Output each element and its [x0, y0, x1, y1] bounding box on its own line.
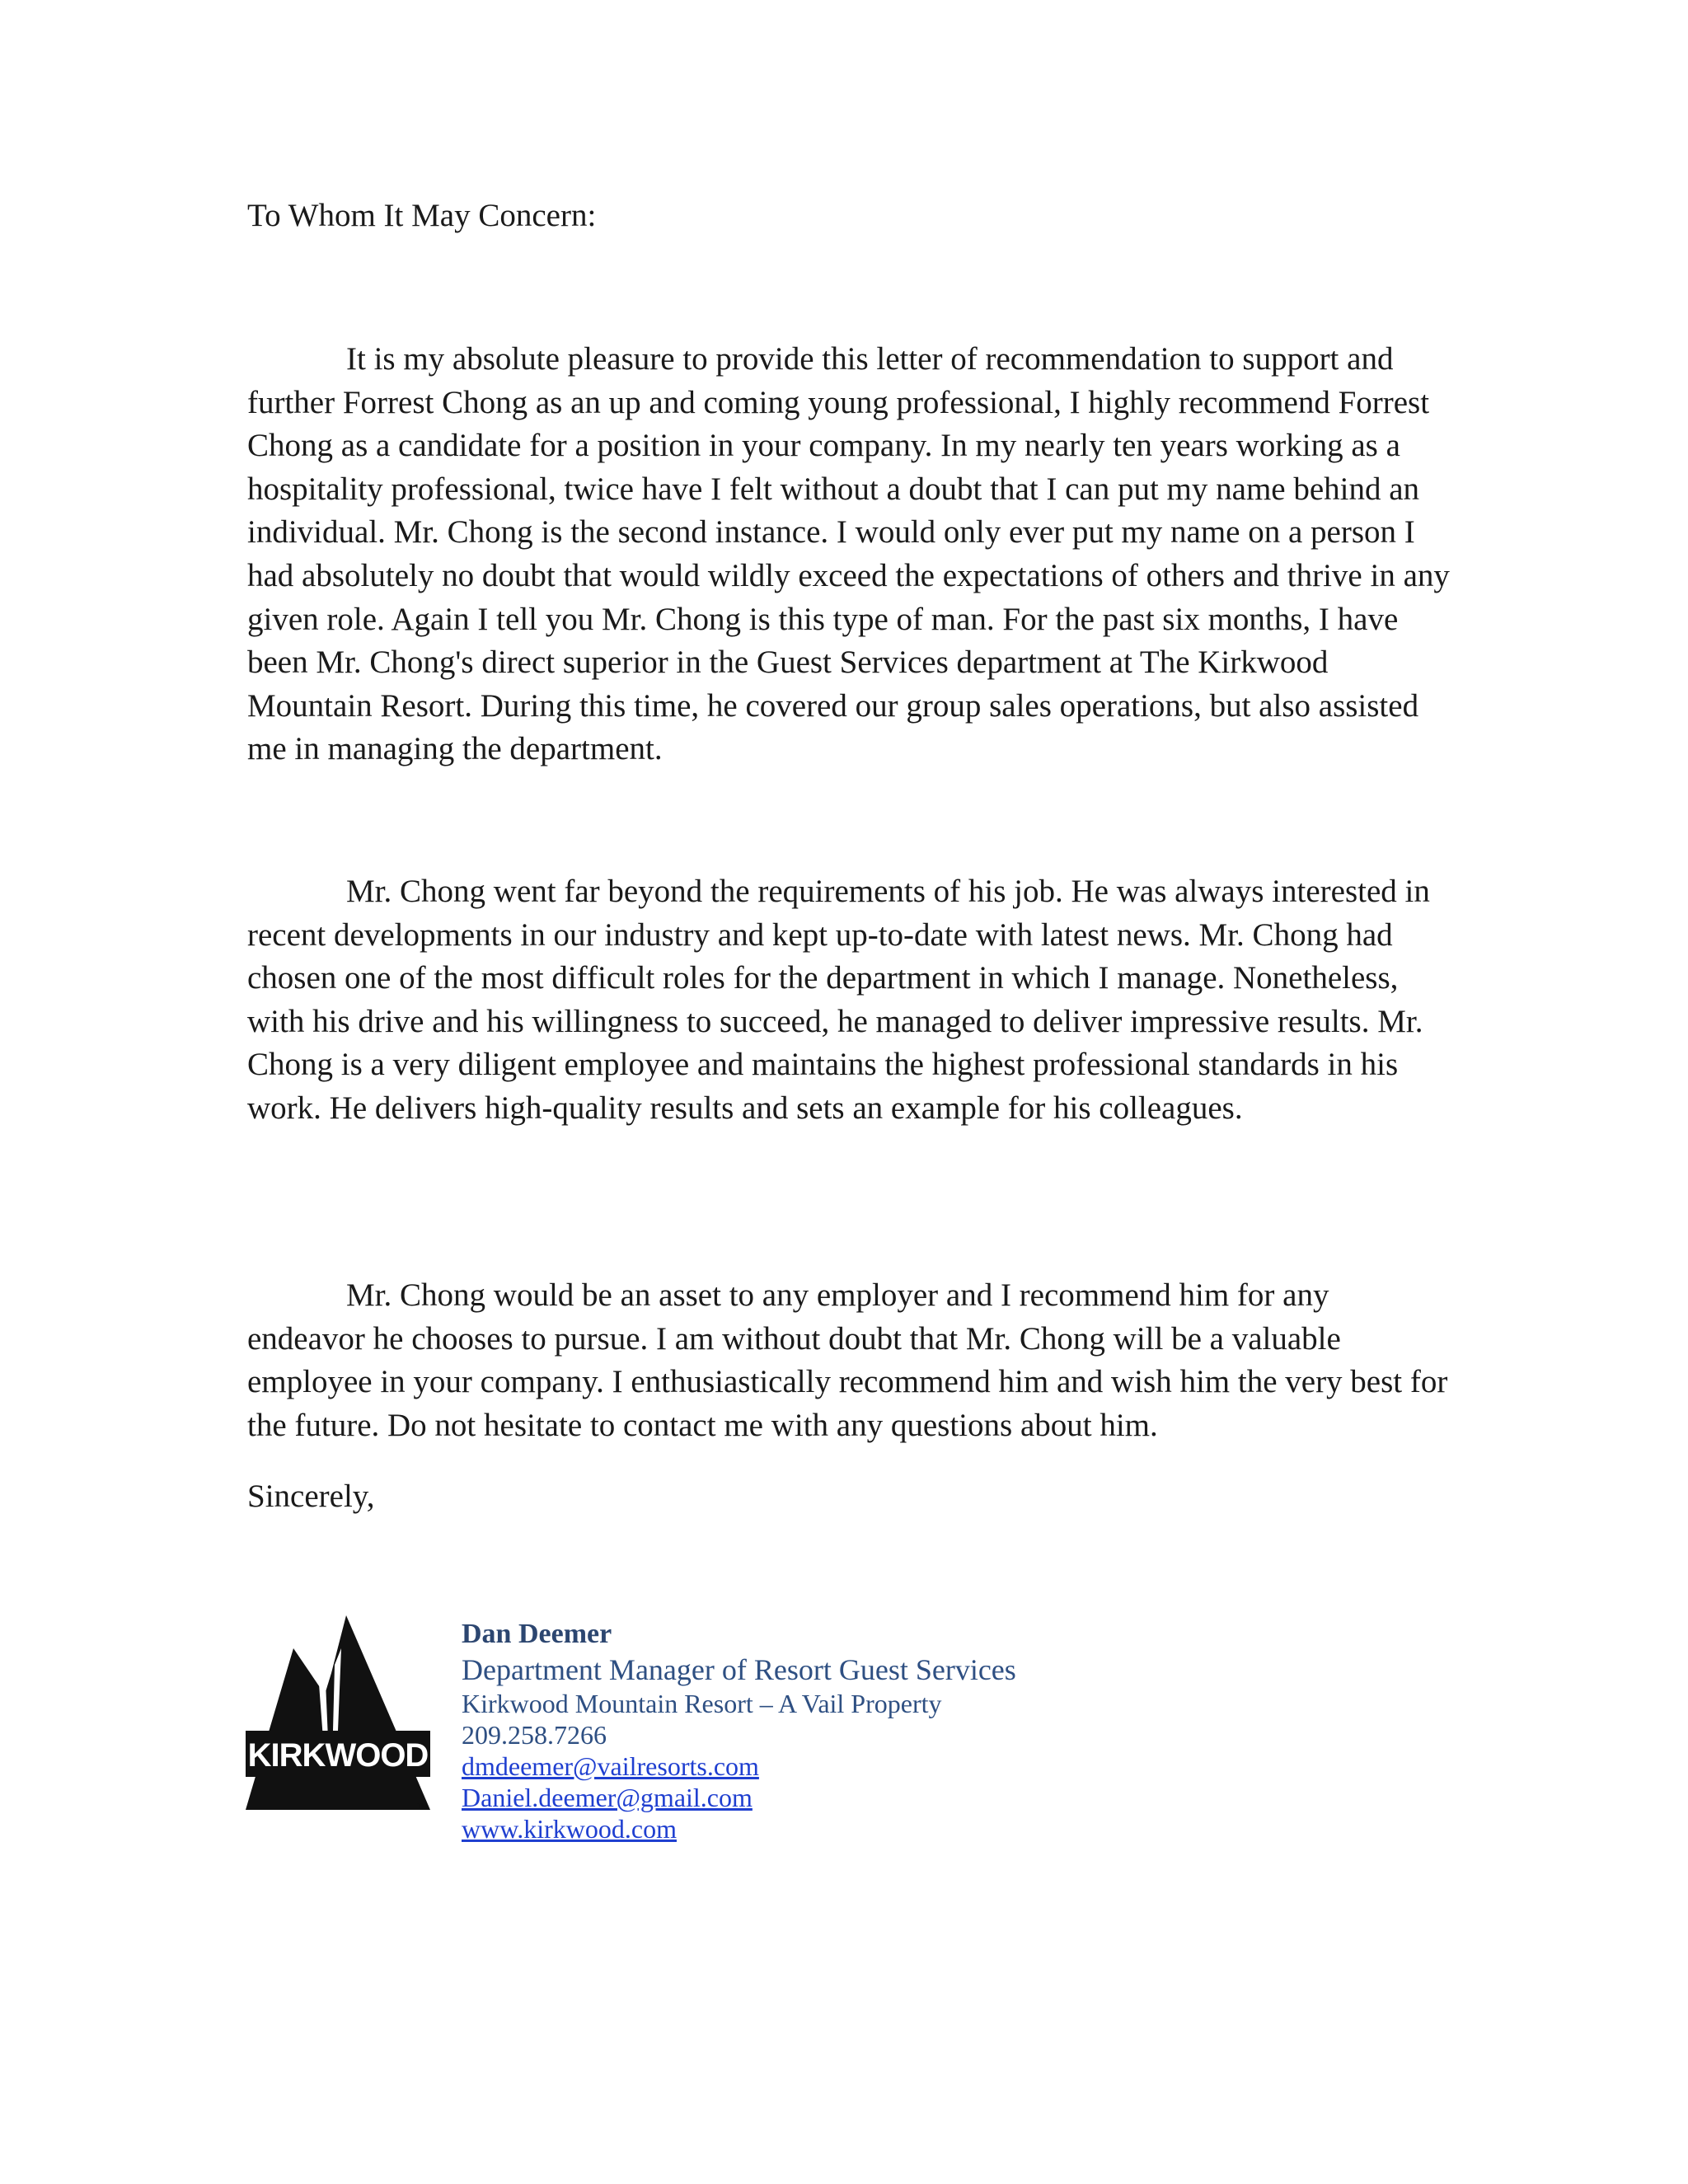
logo-wordmark: KIRKWOOD [247, 1737, 429, 1774]
signer-organization: Kirkwood Mountain Resort – A Vail Property [462, 1689, 942, 1718]
personal-email-link[interactable]: Daniel.deemer@gmail.com [462, 1783, 753, 1812]
signature-block [462, 1617, 1016, 1844]
body-paragraph-2: Mr. Chong went far beyond the requirements of his job. He was always interested in recent developments in our industry and kept up-to-date with latest news. Mr. Chong had chosen one of the most difficult roles for the department in which I manage. Nonetheless, with his drive and his willingness to succeed, he managed to deliver impressive results. Mr. Chong is a very diligent employee and maintains the highest professional standards in his work. He delivers high-quality results and sets an example for his colleagues. [247, 874, 1430, 1126]
kirkwood-logo [246, 1615, 430, 1810]
body-paragraph-3: Mr. Chong would be an asset to any employer and I recommend him for any endeavor he chooses to pursue. I am without doubt that Mr. Chong will be a valuable employee in your company. I enthusiastically recommend him and wish him the very best for the future. Do not hesitate to contact me with any questions about him. [247, 1277, 1448, 1443]
closing: Sincerely, [247, 1479, 375, 1514]
mountain-logo-icon [246, 1615, 430, 1810]
signer-title: Department Manager of Resort Guest Services [462, 1653, 1016, 1686]
logo-trademark: TM [417, 1802, 427, 1810]
body-paragraph-1: It is my absolute pleasure to provide this letter of recommendation to support and further Forrest Chong as an up and coming young professional, I highly recommend Forrest Chong as a candidate for a position in your company. In my nearly ten years working as a hospitality professional, twice have I felt without a doubt that I can put my name behind an individual. Mr. Chong is the second instance. I would only ever put my name on a person I had absolutely no doubt that would wildly exceed the expectations of others and thrive in any given role. Again I tell you Mr. Chong is this type of man. For the past six months, I have been Mr. Chong's direct superior in the Guest Services department at The Kirkwood Mountain Resort. During this time, he covered our group sales operations, but also assisted me in managing the department. [247, 341, 1450, 767]
signer-phone: 209.258.7266 [462, 1720, 607, 1750]
signer-name: Dan Deemer [462, 1619, 612, 1649]
work-email-link[interactable]: dmdeemer@vailresorts.com [462, 1751, 759, 1781]
website-link[interactable]: www.kirkwood.com [462, 1814, 677, 1844]
salutation: To Whom It May Concern: [247, 198, 597, 233]
